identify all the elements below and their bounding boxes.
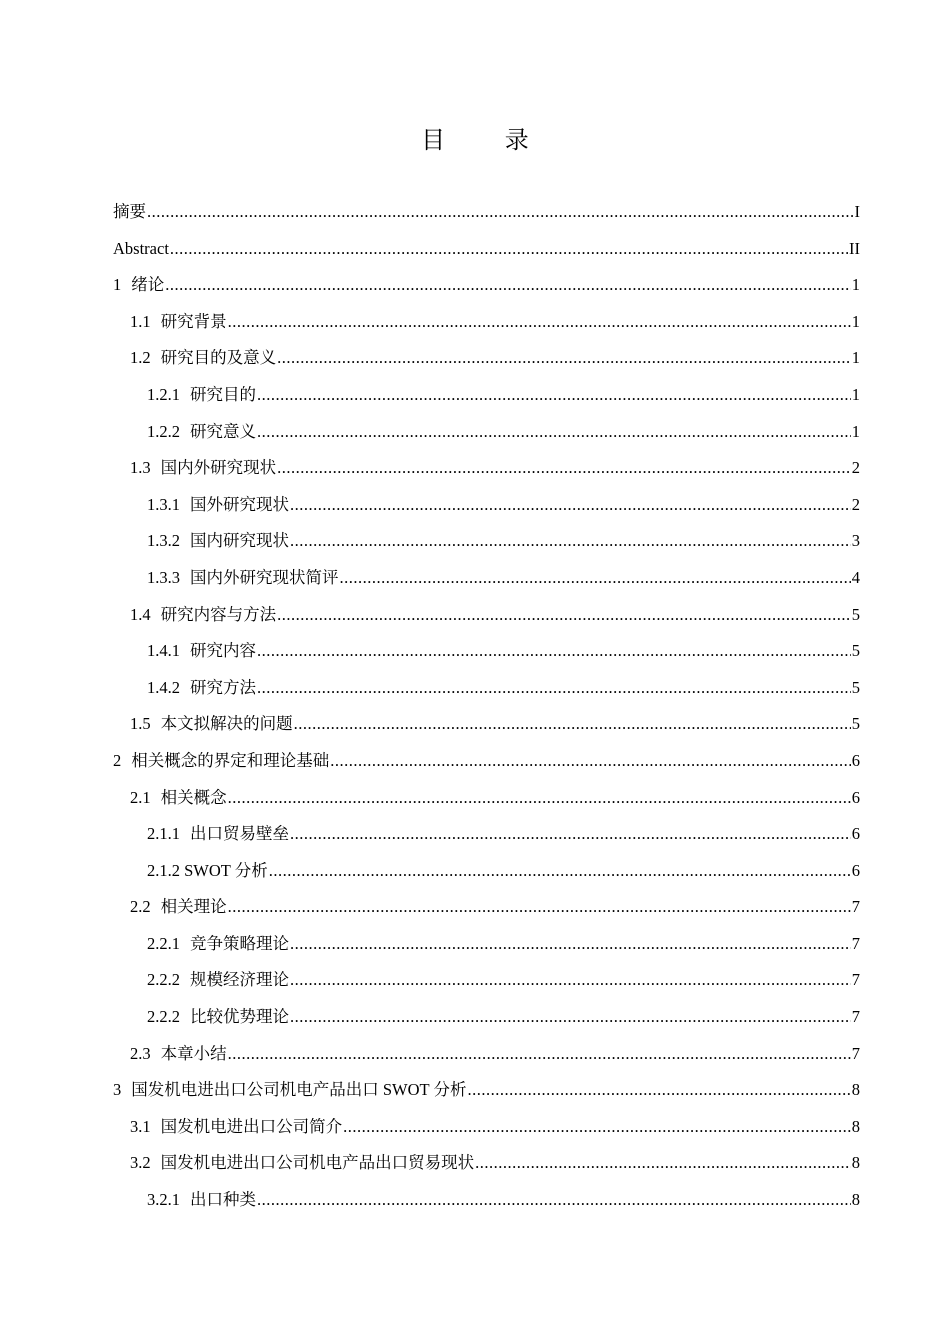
toc-entry-number: 3.2.1 (147, 1190, 180, 1210)
toc-dot-leader (290, 523, 851, 560)
toc-entry[interactable] (113, 743, 860, 780)
toc-entry-title: 绪论 (131, 275, 165, 295)
toc-dot-leader (228, 1036, 851, 1073)
toc-entry-number: 2.3 (130, 1043, 151, 1063)
toc-entry-page-number: 1 (851, 275, 860, 295)
toc-entry[interactable] (113, 231, 860, 268)
toc-entry-page-number: 6 (851, 860, 860, 880)
toc-dot-leader (340, 560, 851, 597)
toc-entry-page-number: I (854, 202, 860, 221)
toc-entry-title: 国内外研究现状简评 (190, 567, 339, 587)
toc-entry[interactable] (113, 889, 860, 926)
toc-entry[interactable] (113, 414, 860, 451)
toc-entry[interactable] (113, 853, 860, 890)
toc-entry-number: 1.3.2 (147, 531, 180, 551)
toc-entry-title: 相关理论 (160, 897, 227, 917)
toc-entry[interactable] (113, 706, 860, 743)
toc-entry-title: 国内研究现状 (190, 531, 289, 551)
toc-entry[interactable] (113, 926, 860, 963)
toc-entry-page-number: 6 (851, 787, 860, 807)
toc-dot-leader (290, 487, 851, 524)
toc-dot-leader (343, 1109, 851, 1146)
toc-entry-number: 1.1 (130, 311, 151, 331)
toc-dot-leader (228, 780, 851, 817)
toc-dot-leader (330, 743, 851, 780)
toc-entry-page-number: 2 (851, 458, 860, 478)
toc-entry[interactable] (113, 560, 860, 597)
toc-entry-page-number: 1 (851, 384, 860, 404)
toc-entry-number: 1.3 (130, 458, 151, 478)
toc-entry[interactable] (113, 999, 860, 1036)
toc-entry[interactable] (113, 450, 860, 487)
toc-entry-title: 研究方法 (190, 677, 256, 697)
toc-entry-title: 本章小结 (160, 1043, 227, 1063)
toc-entry[interactable] (113, 487, 860, 524)
toc-dot-leader (290, 926, 851, 963)
toc-dot-leader (228, 889, 851, 926)
toc-entry[interactable] (113, 1109, 860, 1146)
toc-entry[interactable] (113, 194, 860, 231)
toc-entry-title: 相关概念的界定和理论基础 (131, 750, 330, 770)
toc-dot-leader (170, 231, 848, 268)
toc-entry[interactable] (113, 377, 860, 414)
toc-entry-title: 国内外研究现状 (160, 458, 277, 478)
toc-entry[interactable] (113, 1182, 860, 1219)
toc-entry-number: 3.2 (130, 1153, 151, 1173)
toc-entry-number: 1.3.1 (147, 494, 180, 514)
toc-entry-number: 1.2 (130, 348, 151, 368)
toc-dot-leader (475, 1145, 851, 1182)
page-title: 目 录 (421, 126, 555, 154)
toc-entry-number: 1.4 (130, 604, 151, 624)
toc-entry[interactable] (113, 1036, 860, 1073)
toc-dot-leader (269, 853, 851, 890)
toc-entry-title: 竞争策略理论 (190, 933, 289, 953)
toc-entry[interactable] (113, 523, 860, 560)
toc-entry-number: 2 (113, 750, 122, 770)
toc-dot-leader (467, 1072, 850, 1109)
toc-entry-page-number: 5 (851, 604, 860, 624)
toc-entry-title: 相关概念 (160, 787, 227, 807)
toc-entry-number: 3 (113, 1080, 122, 1100)
toc-entry-title: 出口种类 (190, 1190, 256, 1210)
toc-entry-page-number: 6 (851, 824, 860, 844)
toc-dot-leader (277, 340, 851, 377)
toc-entry-page-number: 5 (851, 714, 860, 734)
toc-entry-page-number: 6 (851, 750, 860, 770)
toc-entry[interactable] (113, 1145, 860, 1182)
toc-dot-leader (277, 597, 851, 634)
toc-entry[interactable] (113, 340, 860, 377)
toc-entry[interactable] (113, 670, 860, 707)
toc-entry-title: 比较优势理论 (190, 1007, 289, 1027)
toc-entry-title: 摘要 (113, 202, 146, 221)
toc-entry-number: 2.2 (130, 897, 151, 917)
toc-entry-page-number: II (849, 238, 860, 258)
toc-entry-number: 1.4.1 (147, 641, 180, 661)
toc-entry-number: 2.2.2 (147, 1007, 180, 1027)
toc-entry-page-number: 1 (851, 421, 860, 441)
toc-entry-page-number: 1 (851, 348, 860, 368)
toc-dot-leader (277, 450, 851, 487)
toc-entry-title: 国发机电进出口公司机电产品出口 SWOT 分析 (131, 1080, 467, 1100)
toc-entry-page-number: 8 (851, 1080, 860, 1100)
toc-entry-title: 国发机电进出口公司机电产品出口贸易现状 (160, 1153, 475, 1173)
toc-entry-number: 1.3.3 (147, 567, 180, 587)
toc-dot-leader (257, 377, 851, 414)
toc-entry[interactable] (113, 816, 860, 853)
toc-entry-title: 研究内容 (190, 641, 256, 661)
toc-entry-page-number: 8 (851, 1153, 860, 1173)
toc-entry-number: 1 (113, 275, 122, 295)
toc-entry-title: 研究意义 (190, 421, 256, 441)
toc-entry[interactable] (113, 1072, 860, 1109)
toc-dot-leader (165, 267, 851, 304)
toc-entry-title: 研究目的 (190, 384, 256, 404)
toc-dot-leader (290, 962, 851, 999)
toc-dot-leader (147, 194, 854, 231)
toc-dot-leader (257, 414, 851, 451)
toc-entry-number: 2.2.1 (147, 933, 180, 953)
toc-entry-page-number: 7 (851, 1043, 860, 1063)
toc-entry-number: 2.1 (130, 787, 151, 807)
toc-entry-page-number: 2 (851, 494, 860, 514)
toc-entry-page-number: 4 (851, 567, 860, 587)
toc-entry-number: 2.1.1 (147, 824, 180, 844)
toc-entry-page-number: 5 (851, 641, 860, 661)
toc-entry-page-number: 7 (851, 970, 860, 990)
toc-entry-number: 1.5 (130, 714, 151, 734)
toc-entry[interactable] (113, 267, 860, 304)
toc-dot-leader (294, 706, 851, 743)
toc-dot-leader (257, 670, 851, 707)
toc-entry[interactable] (113, 633, 860, 670)
toc-entry-page-number: 3 (851, 531, 860, 551)
toc-entry-number: 1.2.1 (147, 384, 180, 404)
toc-entry-title: 国发机电进出口公司简介 (160, 1116, 343, 1136)
toc-entry-page-number: 7 (851, 897, 860, 917)
toc-dot-leader (290, 999, 851, 1036)
table-of-contents (113, 194, 860, 1219)
toc-entry-number: 1.4.2 (147, 677, 180, 697)
toc-entry[interactable] (113, 780, 860, 817)
toc-entry-title: 2.1.2 SWOT 分析 (147, 860, 268, 880)
toc-entry-page-number: 7 (851, 1007, 860, 1027)
toc-dot-leader (257, 633, 851, 670)
toc-entry-title: Abstract (113, 238, 169, 258)
toc-entry-title: 研究内容与方法 (160, 604, 277, 624)
toc-entry-title: 国外研究现状 (190, 494, 289, 514)
toc-entry-title: 本文拟解决的问题 (160, 714, 293, 734)
toc-entry-page-number: 5 (851, 677, 860, 697)
toc-entry-page-number: 8 (851, 1116, 860, 1136)
toc-entry-title: 研究目的及意义 (160, 348, 277, 368)
toc-entry[interactable] (113, 962, 860, 999)
toc-dot-leader (290, 816, 851, 853)
toc-entry-number: 1.2.2 (147, 421, 180, 441)
toc-entry-page-number: 8 (851, 1190, 860, 1210)
toc-dot-leader (228, 304, 851, 341)
toc-entry-page-number: 1 (851, 311, 860, 331)
toc-entry[interactable] (113, 597, 860, 634)
toc-dot-leader (257, 1182, 851, 1219)
toc-entry[interactable] (113, 304, 860, 341)
toc-entry-page-number: 7 (851, 933, 860, 953)
toc-entry-title: 研究背景 (160, 311, 227, 331)
toc-entry-title: 出口贸易壁垒 (190, 824, 289, 844)
toc-entry-number: 2.2.2 (147, 970, 180, 990)
toc-entry-number: 3.1 (130, 1116, 151, 1136)
toc-entry-title: 规模经济理论 (190, 970, 289, 990)
